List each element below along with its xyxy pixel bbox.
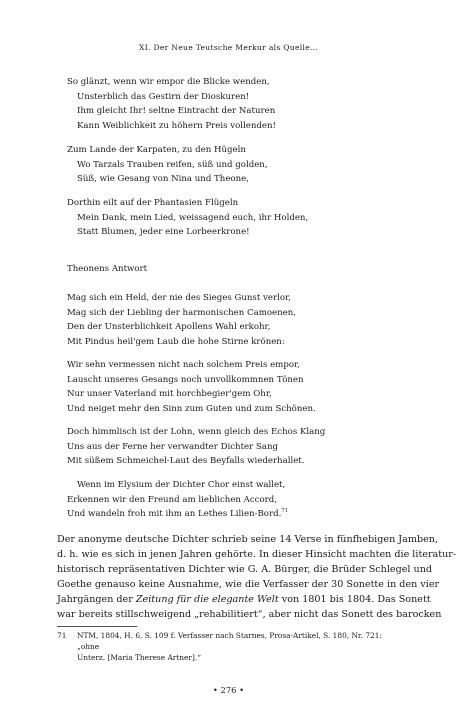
journal-title: Zeitung für die elegante Welt	[135, 594, 279, 605]
footnote-line: Unterz. [Maria Therese Artner].“	[77, 653, 201, 662]
verse-line: Und neiget mehr den Sinn zum Guten und zum Schönen.	[67, 403, 316, 414]
verse-line: Mein Dank, mein Lied, weissagend euch, ihr Holden,	[77, 212, 309, 223]
prose-line: war bereits stillschweigend „rehabilitiert“, aber nicht das Sonett des barocken	[57, 609, 442, 620]
verse-line: Dorthin eilt auf der Phantasien Flügeln	[67, 198, 239, 208]
prose-line: d. h. wie es sich in jenen Jahren gehörte. In dieser Hinsicht machten die literatur-	[57, 549, 457, 560]
poem-2-stanza-3	[67, 425, 407, 469]
verse-line: Den der Unsterblichkeit Apollens Wahl erkohr,	[67, 322, 271, 333]
verse-line: Wenn im Elysium der Dichter Chor einst wallet,	[77, 480, 286, 490]
verse-line: Mit süßem Schmeichel-Laut des Beyfalls wiederhallet.	[67, 456, 305, 467]
verse-line: Mag sich ein Held, der nie des Sieges Gunst verlor,	[67, 293, 291, 303]
verse-line: Doch himmlisch ist der Lohn, wenn gleich des Echos Klang	[67, 427, 326, 437]
running-head: XI. Der Neue Teutsche Merkur als Quelle…	[139, 43, 318, 52]
prose-text: von 1801 bis 1804. Das Sonett	[278, 594, 431, 605]
poem-1-stanza-2	[67, 143, 407, 187]
verse-line: Süß, wie Gesang von Nina und Theone,	[77, 174, 249, 185]
footnote-reference[interactable]: 71	[281, 508, 289, 515]
page-number: • 276 •	[212, 685, 245, 695]
verse-line: Wir sehn vermessen nicht nach solchem Preis empor,	[67, 360, 300, 370]
prose-line	[57, 592, 431, 607]
poem-2-stanza-1	[67, 291, 407, 349]
verse-line: Kann Weiblichkeit zu höhern Preis vollenden!	[77, 120, 276, 131]
verse-line: Wo Tarzals Trauben reifen, süß und golden,	[77, 159, 268, 170]
footnote-divider	[57, 626, 137, 627]
prose-text: Jahrgängen der	[57, 594, 136, 605]
verse-line: Nur unser Vaterland mit horchbegier'gem Ohr,	[67, 389, 272, 400]
prose-line: historisch repräsentativen Dichter wie G. A. Bürger, die Brüder Schlegel und	[57, 564, 433, 575]
body-paragraph	[57, 532, 457, 622]
verse-line: Statt Blumen, jeder eine Lorbeerkrone!	[77, 227, 250, 238]
verse-line: Uns aus der Ferne her verwandter Dichter Sang	[67, 441, 278, 452]
verse-line: Erkennen wir den Freund am lieblichen Accord,	[67, 494, 277, 505]
verse-line: Mit Pindus heil'gem Laub die hohe Stirne krönen:	[67, 336, 285, 347]
verse-line: So glänzt, wenn wir empor die Blicke wenden,	[67, 77, 270, 87]
poem-2-stanza-2	[67, 358, 407, 416]
prose-line: Goethe genauso keine Ausnahme, wie die Verfasser der 30 Sonette in den vier	[57, 579, 440, 590]
verse-line: Mag sich der Liebling der harmonischen Camoenen,	[67, 307, 297, 318]
prose-line: Der anonyme deutsche Dichter schrieb seine 14 Verse in fünfhebigen Jamben,	[57, 534, 439, 545]
poem-2-title: Theonens Antwort	[67, 264, 148, 274]
verse-line-with-footnote	[67, 507, 407, 522]
verse-line: Zum Lande der Karpaten, zu den Hügeln	[67, 145, 246, 155]
verse-line: Ihm gleicht Ihr! seltne Eintracht der Naturen	[77, 106, 276, 117]
verse-line: Lauscht unseres Gesangs noch unvollkommnen Tönen	[67, 374, 304, 385]
poem-1-stanza-3	[67, 196, 407, 240]
footnote-line: NTM, 1804, H. 6, S. 109 f. Verfasser nach Starnes, Prosa-Artikel, S. 180, Nr. 721: „ohne	[77, 631, 382, 651]
verse-line: Und wandeln froh mit ihm an Lethes Lilien-Bord.	[67, 509, 282, 520]
verse-line: Unsterblich das Gestirn der Dioskuren!	[77, 91, 250, 102]
poem-2-stanza-4	[67, 478, 407, 522]
footnote	[57, 630, 403, 663]
poem-1	[67, 75, 407, 133]
footnote-number: 71	[57, 631, 67, 640]
